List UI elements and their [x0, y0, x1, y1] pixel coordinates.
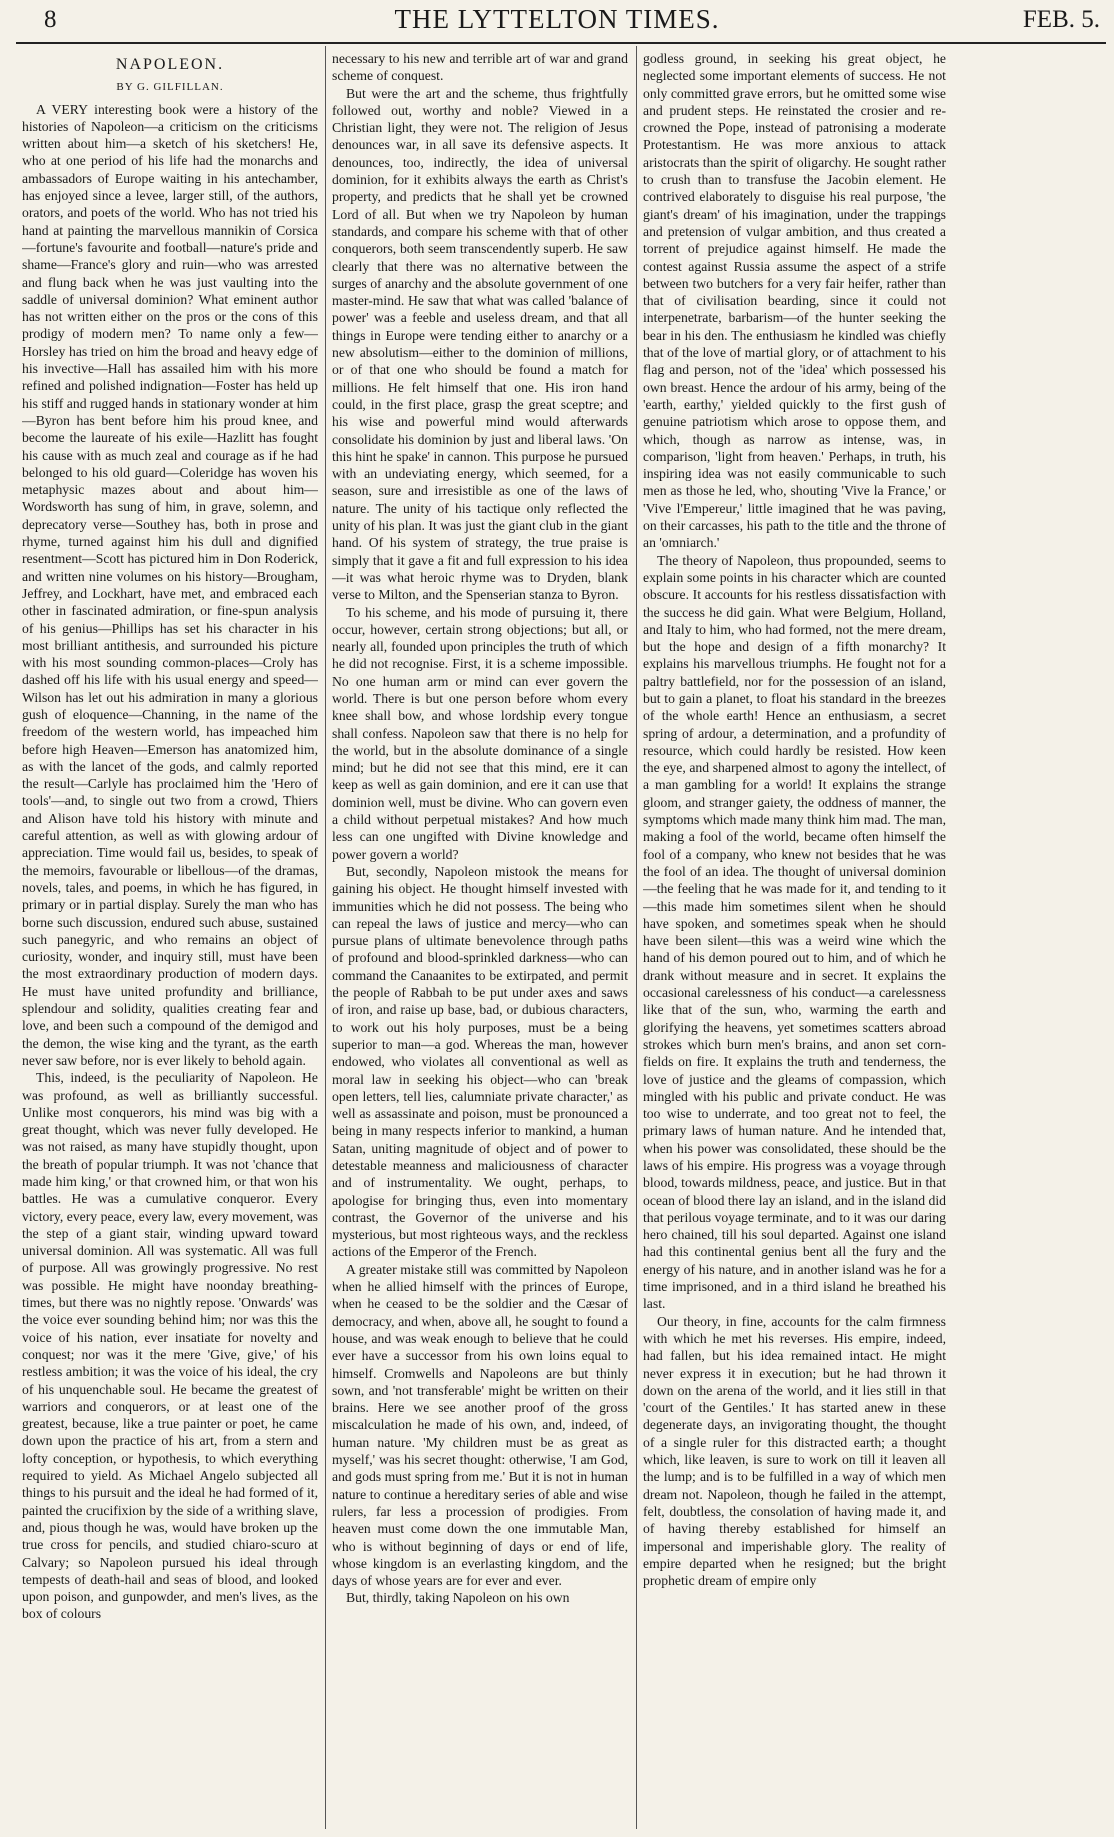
article-column-3 [643, 50, 946, 1829]
masthead [0, 0, 1114, 42]
column-rule [636, 46, 637, 1829]
paragraph: But, secondly, Napoleon mistook the means for gaining his object. He thought himself invested with immunities which he did not possess. The being who can repeal the laws of justice and mercy—who can pursue plans of ultimate benevolence through paths of profound and blood-sprinkled darkness—who can command the Canaanites to be extirpated, and permit the people of Rabbah to be put under axes and saws of iron, and raise up base, bad, or dubious characters, to work out his holy purposes, must be a being superior to man—a god. Whereas the man, however endowed, who violates all conventional as well as moral law in seeking his object—who can 'break open letters, tell lies, calumniate private character,' as well as assassinate and poison, must be pronounced a being in many respects inferior to mankind, a human Satan, uniting magnitude of object and of power to detestable meanness and maliciousness of character and of instrumentality. We ought, perhaps, to apologise for bringing thus, even into momentary contrast, the Governor of the universe and his mysterious, but most righteous ways, and the reckless actions of the Emperor of the French. [332, 863, 628, 1260]
newspaper-title: THE LYTTELTON TIMES. [394, 4, 720, 34]
issue-date: FEB. 5. [1022, 6, 1100, 33]
article-column-1 [22, 50, 318, 1829]
paragraph: To his scheme, and his mode of pursuing it, there occur, however, certain strong objections; but all, or nearly all, founded upon principles the truth of which he did not recognise. First, it is a scheme impossible. No one human arm or mind can ever govern the world. There is but one person before whom every knee shall bow, and whose lordship every tongue shall confess. Napoleon saw that there is no help for the world, but in the absolute dominance of a single mind; but he did not see that this mind, ere it can keep as well as gain dominion, and ere it can use that dominion well, must be divine. Who can govern even a child without perpetual mistakes? And how much less can one ungifted with Divine knowledge and power govern a world? [332, 604, 628, 862]
paragraph: The theory of Napoleon, thus propounded, seems to explain some points in his character which are counted obscure. It accounts for his restless dissatisfaction with the success he did gain. What were Belgium, Holland, and Italy to him, who had formed, not the mere dream, but the hope and design of a fifth monarchy? It explains his marvellous triumphs. He fought not for a paltry battlefield, nor for the possession of an island, but to gain a planet, to float his standard in the breezes of the whole earth! Hence an enthusiasm, a secret spring of ardour, a determination, and a profundity of resource, which could hardly be resisted. How keen the eye, and sharpened almost to agony the intellect, of a man gambling for a world! It explains the strange gloom, and stranger gaiety, the oddness of manner, the symptoms which made many think him mad. The man, making a fool of the world, became often himself the fool of a company, who knew not besides that he was the fool of an idea. The thought of universal dominion—the feeling that he was made for it, and tending to it—this made him sometimes silent when he should have spoken, and sometimes speak when he should have been silent—this was a weird wine which the hand of his demon poured out to him, and of which he drank without measure and in secret. It explains the occasional carelessness of his conduct—a carelessness like that of the sun, who, warming the earth and glorifying the heavens, yet sometimes scatters abroad strokes which burn men's brains, and anon set corn-fields on fire. It explains the truth and tenderness, the love of justice and the gleams of compassion, which mingled with his public and private conduct. He was too wise to underrate, and too great not to feel, the primary laws of human nature. And he intended that, when his power was consolidated, these should be the laws of his empire. His progress was a voyage through blood, towards mildness, peace, and justice. But in that ocean of blood there lay an island, and in the island did that perilous voyage terminate, and to it was our daring hero chained, till his soul departed. Against one island had this continental genius bent all the fury and the energy of his nature, and in another island was he for a time imprisoned, and in a third island he breathed his last. [643, 552, 946, 1312]
article-title: NAPOLEON. [115, 56, 225, 73]
paragraph: This, indeed, is the peculiarity of Napoleon. He was profound, as well as brilliantly successful. Unlike most conquerors, his mind was big with a great thought, which was never fully developed. He was not raised, as many have stupidly thought, upon the breath of popular triumph. It was not 'chance that made him king,' or that crowned him, or that won his battles. He was a cumulative conqueror. Every victory, every peace, every law, every movement, was the step of a giant stair, winding upward toward universal dominion. All was systematic. All was full of purpose. All was growingly progressive. No rest was possible. He might have noonday breathing-times, but there was no nightly repose. 'Onwards' was the voice ever sounding behind him; nor was this the voice of his nation, ever insatiate for novelty and conquest; nor was it the mere 'Give, give,' of his restless ambition; it was the voice of his ideal, the cry of his unquenchable soul. He became the greatest of warriors and conquerors, or at least one of the greatest, because, like a true painter or poet, he came down upon the practice of his art, from a stern and lofty conception, or hypothesis, to which everything required to yield. As Michael Angelo subjected all things to his pursuit and the ideal he had formed of it, painted the crucifixion by the side of a writhing slave, and, pious though he was, would have broken up the true cross for pencils, and studied chiaro-scuro at Calvary; so Napoleon pursued his ideal through tempests of death-hail and seas of blood, and looked upon poison, and gunpowder, and men's lives, as the box of colours [22, 1070, 318, 1622]
paragraph: A greater mistake still was committed by Napoleon when he allied himself with the princes of Europe, when he ceased to be the soldier and the Cæsar of democracy, and when, above all, he sought to found a house, and was weak enough to believe that he could ever have a successor from his own loins equal to himself. Cromwells and Napoleons are but thinly sown, and 'not transferable' might be written on their brains. Here we see another proof of the gross miscalculation he made of his own, and, indeed, of human nature. 'My children must be as great as myself,' was his secret thought: otherwise, 'I am God, and gods must spring from me.' But it is not in human nature to continue a hereditary series of able and wise rulers, far less a procession of prodigies. From heaven must come down the one immutable Man, who is without beginning of days or end of life, whose kingdom is an everlasting kingdom, and the days of whose years are for ever and ever. [332, 1261, 628, 1589]
paragraph: necessary to his new and terrible art of war and grand scheme of conquest. [332, 51, 628, 84]
paragraph: But, thirdly, taking Napoleon on his own [346, 1590, 570, 1606]
paragraph: A VERY interesting book were a history of the histories of Napoleon—a criticism on the criticisms written about him—a sketch of his sketchers! He, who at one period of his life had the monarchs and ambassadors of Europe waiting in his antechamber, has enjoyed since a levee, larger still, of the authors, orators, and poets of the world. Who has not tried his hand at painting the marvellous mannikin of Corsica—fortune's favourite and football—nature's pride and shame—France's glory and ruin—who was arrested and flung back when he was just vaulting into the saddle of universal dominion? What eminent author has not written either on the pros or the cons of this prodigy of modern men? To name only a few—Horsley has tried on him the broad and heavy edge of his invective—Hall has assailed him with his more refined and polished indignation—Foster has held up his stiff and rugged hands in stationary wonder at him—Byron has bent before him his proud knee, and become the laureate of his exile—Hazlitt has fought his cause with as much zeal and courage as if he had belonged to his old guard—Coleridge has woven his metaphysic mazes about and about him—Wordsworth has sung of him, in grave, solemn, and deprecatory verse—Southey has, both in prose and rhyme, turned against him his dull and dignified resentment—Scott has pictured him in Don Roderick, and written nine volumes on his history—Brougham, Jeffrey, and Lockhart, have met, and embraced each other in fascinated admiration, or fine-spun analysis of his genius—Phillips has set his character in his most brilliant antithesis, and surrounded his picture with his most sounding common-places—Croly has dashed off his life with his usual energy and speed—Wilson has let out his admiration in many a glorious gush of eloquence—Channing, in the name of the freedom of the western world, has impeached him before high Heaven—Emerson has anatomized him, as with the lancet of the gods, and calmly reported the result—Carlyle has proclaimed him the 'Hero of tools'—and, to single out two from a crowd, Thiers and Alison have told his history with minute and careful attention, as well as with glowing ardour of appreciation. Time would fail us, besides, to speak of the memoirs, favourable or libellous—of the dramas, novels, tales, and poems, in which he has figured, in primary or in partial display. Surely the man who has borne such discussion, endured such abuse, sustained such panegyric, and who remains an object of curiosity, wonder, and inquiry still, must have been the most extraordinary production of modern days. He must have united profundity and brilliance, splendour and solidity, qualities creating fear and love, and been such a compound of the demigod and the demon, the wise king and the tyrant, as the earth never saw before, nor is ever likely to behold again. [22, 101, 318, 1068]
column-rule [325, 46, 326, 1829]
page-number: 8 [44, 6, 57, 33]
paragraph: godless ground, in seeking his great object, he neglected some important elements of success. He not only committed grave errors, but he omitted some wise and prudent steps. He reinstated the crosier and re-crowned the Pope, instead of patronising a moderate Protestantism. He was more anxious to attack aristocrats than the spirit of oligarchy. He sought rather to crush than to transfuse the Jacobin element. He contrived elaborately to disguise his real purpose, 'the giant's dream' of his imagination, under the trappings and pretension of vulgar ambition, and thus created a torrent of prejudice against himself. He made the contest against Russia assume the aspect of a strife between two butchers for a very fair heifer, rather than that of civilisation bearding, since it could not interpenetrate, barbarism—of the hunter seeking the bear in his den. The enthusiasm he kindled was chiefly that of the love of martial glory, or of attachment to his flag and person, not of the 'idea' which possessed his own breast. Hence the ardour of his army, being of the 'earth, earthy,' yielded quickly to the first gush of genuine patriotism which arose to oppose them, and which, though as narrow as intense, was, in comparison, 'light from heaven.' Perhaps, in truth, his inspiring idea was not easily communicable to such men as those he led, who, shouting 'Vive la France,' or 'Vive l'Empereur,' little imagined that he was paving, on their carcasses, his path to the title and the throne of an 'omniarch.' [643, 51, 946, 551]
article-column-2 [332, 50, 628, 1829]
paragraph: But were the art and the scheme, thus frightfully followed out, worthy and noble? Viewed in a Christian light, they were not. The religion of Jesus denounces war, in all save its defensive aspects. It denounces, too, indirectly, the idea of universal dominion, for it exhibits always the earth as Christ's property, and predicts that he shall yet be crowned Lord of all. But when we try Napoleon by human standards, and compare his scheme with that of other conquerors, both seem transcendently superb. He saw clearly that there was no alternative between the surges of anarchy and the absolute government of one master-mind. He saw that what was called 'balance of power' was a feeble and useless dream, and that all things in Europe were tending either to anarchy or a new absolutism—either to the dominion of millions, or of that one who should be found a match for millions. He felt himself that one. His iron hand could, in the first place, grasp the great sceptre; and his wise and powerful mind would afterwards consolidate his dominion by just and liberal laws. 'On this hint he spake' in cannon. This purpose he pursued with an undeviating energy, which seemed, for a season, sure and irresistible as one of the laws of nature. The unity of his tactique only reflected the unity of his plan. It was just the giant club in the giant hand. Of his system of strategy, the true praise is simply that it gave a fit and full expression to his idea—it was what heroic rhyme was to Dryden, blank verse to Milton, and the Spenserian stanza to Byron. [332, 85, 628, 603]
masthead-rule [16, 42, 1106, 44]
article-byline: BY G. GILFILLAN. [116, 81, 224, 94]
paragraph: Our theory, in fine, accounts for the calm firmness with which he met his reverses. His empire, indeed, had fallen, but his idea remained intact. He might never express it in execution; but he had thrown it down on the arena of the world, and it lies still in that 'court of the Gentiles.' It has started anew in these degenerate days, an invigorating thought, the thought of a single ruler for this distracted earth; a thought which, like leaven, is sure to work on till it leaven all the lump; and is to be fulfilled in a way of which men dream not. Napoleon, though he failed in the attempt, felt, doubtless, the consolation of having made it, and of having thereby established for himself an impersonal and imperishable glory. The reality of empire departed when he resigned; but the bright prophetic dream of empire only [643, 1313, 946, 1589]
